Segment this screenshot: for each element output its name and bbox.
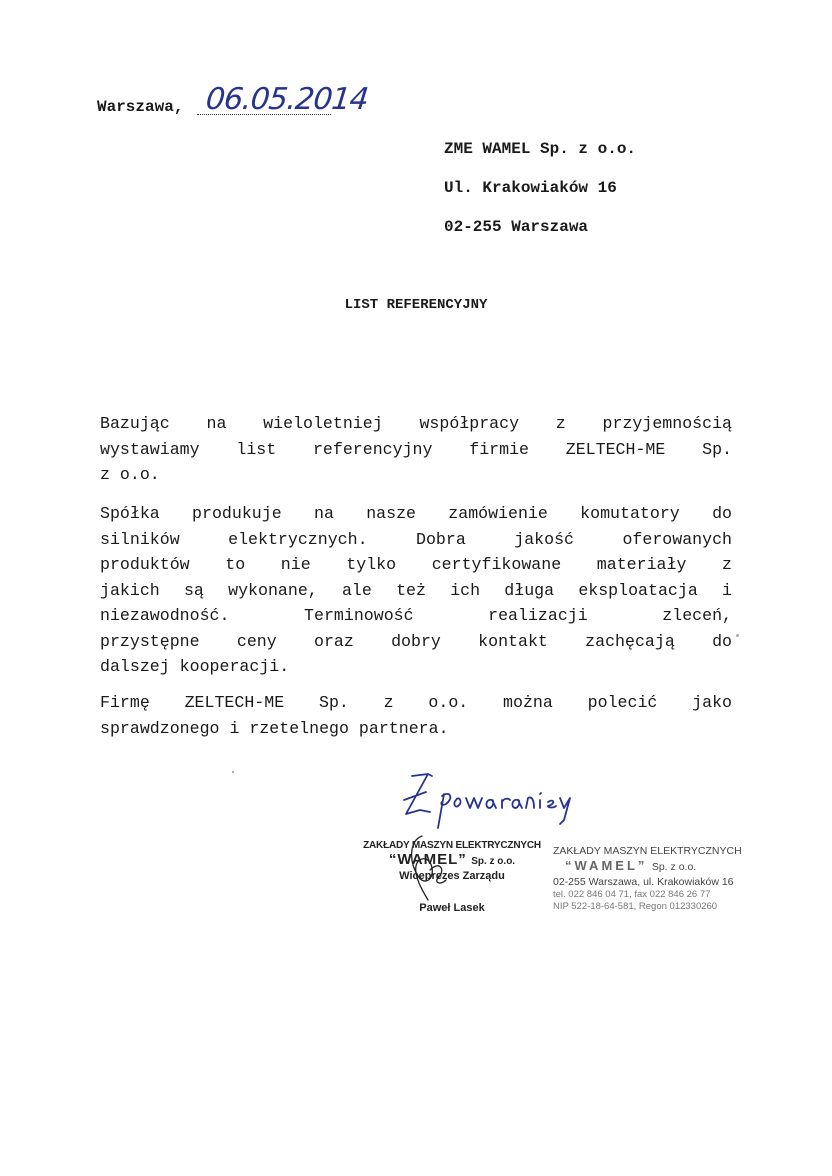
scan-speck: [736, 634, 739, 637]
stamp-company: ZAKŁADY MASZYN ELEKTRYCZNYCH: [553, 845, 742, 857]
body-paragraph-1: [100, 411, 732, 488]
body-paragraph-2: [100, 501, 732, 680]
place-label: Warszawa,: [97, 98, 184, 116]
paragraph-line: Bazując na wieloletniej współpracy z przyjemnością: [100, 414, 732, 433]
paragraph-line: niezawodność. Terminowość realizacji zleceń,: [100, 606, 732, 625]
paragraph-line: wystawiamy list referencyjny firmie ZELTECH-ME Sp.: [100, 439, 732, 459]
stamp-company: ZAKŁADY MASZYN ELEKTRYCZNYCH: [363, 840, 541, 851]
stamp-legal-form: Sp. z o.o.: [471, 856, 516, 867]
handwritten-date: 06.05.2014: [204, 82, 370, 117]
recipient-company: ZME WAMEL Sp. z o.o.: [444, 140, 637, 158]
company-stamp-right: [553, 845, 753, 912]
stamp-company-name: “WAMEL”: [388, 851, 467, 868]
paragraph-line: Spółka produkuje na nasze zamówienie komutatory do: [100, 504, 732, 523]
paragraph-line: z o.o.: [100, 465, 160, 484]
paragraph-line: przystępne ceny oraz dobry kontakt zachęcają do: [100, 631, 732, 651]
body-paragraph-3: [100, 690, 732, 741]
stamp-legal-form: Sp. z o.o.: [651, 861, 697, 873]
stamp-address: 02-255 Warszawa, ul. Krakowiaków 16: [553, 876, 734, 888]
recipient-street: Ul. Krakowiaków 16: [444, 179, 617, 197]
paragraph-line: sprawdzonego i rzetelnego partnera.: [100, 718, 449, 738]
scan-speck: [232, 771, 234, 773]
stamp-ids: NIP 522-18-64-581, Regon 012330260: [553, 901, 718, 912]
recipient-city: 02-255 Warszawa: [444, 218, 589, 236]
handwritten-closing-signature: [398, 770, 578, 830]
stamp-company-name: “WAMEL”: [565, 858, 648, 873]
paragraph-line: jakich są wykonane, ale też ich długa eksploatacja i: [100, 580, 732, 600]
paragraph-line: Firmę ZELTECH-ME Sp. z o.o. można polecić jako: [100, 693, 732, 712]
stamp-position: Wiceprezes Zarządu: [399, 870, 505, 882]
stamp-person: Paweł Lasek: [419, 902, 485, 914]
paragraph-line: dalszej kooperacji.: [100, 657, 290, 676]
document-title: LIST REFERENCYJNY: [344, 297, 488, 313]
paragraph-line: silników elektrycznych. Dobra jakość oferowanych: [100, 529, 732, 549]
company-stamp-left: [352, 840, 552, 914]
paragraph-line: produktów to nie tylko certyfikowane materiały z: [100, 555, 732, 574]
stamp-phone: tel. 022 846 04 71, fax 022 846 26 77: [553, 889, 711, 900]
